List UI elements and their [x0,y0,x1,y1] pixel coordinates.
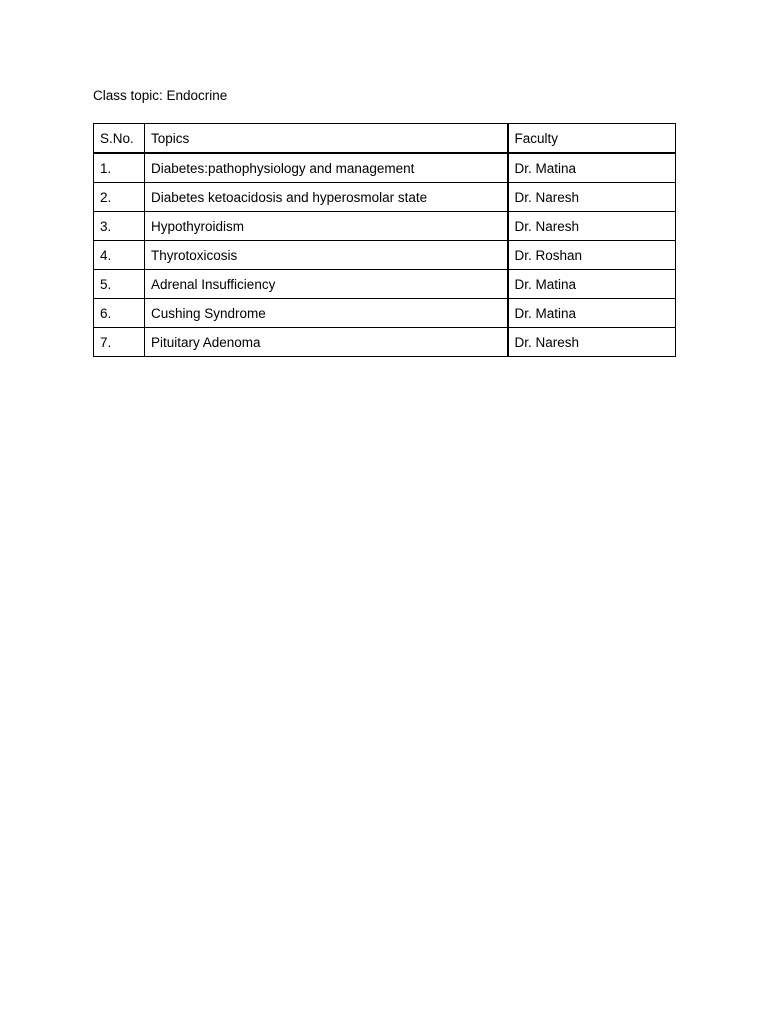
topics-table [93,123,676,357]
table-row [94,153,676,183]
table-header-row [94,124,676,154]
row-sno: 3. [94,212,145,241]
row-topic: Thyrotoxicosis [145,241,508,270]
header-sno: S.No. [94,124,145,154]
header-topics: Topics [145,124,508,154]
row-topic: Adrenal Insufficiency [145,270,508,299]
table-row [94,212,676,241]
table-row [94,241,676,270]
row-faculty: Dr. Naresh [508,183,676,212]
row-sno: 4. [94,241,145,270]
row-sno: 5. [94,270,145,299]
row-sno: 2. [94,183,145,212]
row-faculty: Dr. Matina [508,153,676,183]
row-faculty: Dr. Roshan [508,241,676,270]
row-topic: Diabetes:pathophysiology and management [145,153,508,183]
row-faculty: Dr. Naresh [508,212,676,241]
row-faculty: Dr. Matina [508,270,676,299]
table-row [94,270,676,299]
table-row [94,299,676,328]
row-topic: Hypothyroidism [145,212,508,241]
row-faculty: Dr. Naresh [508,328,676,357]
table-row [94,328,676,357]
header-faculty: Faculty [508,124,676,154]
row-topic: Pituitary Adenoma [145,328,508,357]
row-sno: 6. [94,299,145,328]
row-sno: 1. [94,153,145,183]
row-faculty: Dr. Matina [508,299,676,328]
row-topic: Diabetes ketoacidosis and hyperosmolar state [145,183,508,212]
table-row [94,183,676,212]
row-topic: Cushing Syndrome [145,299,508,328]
row-sno: 7. [94,328,145,357]
document-title: Class topic: Endocrine [93,88,228,103]
